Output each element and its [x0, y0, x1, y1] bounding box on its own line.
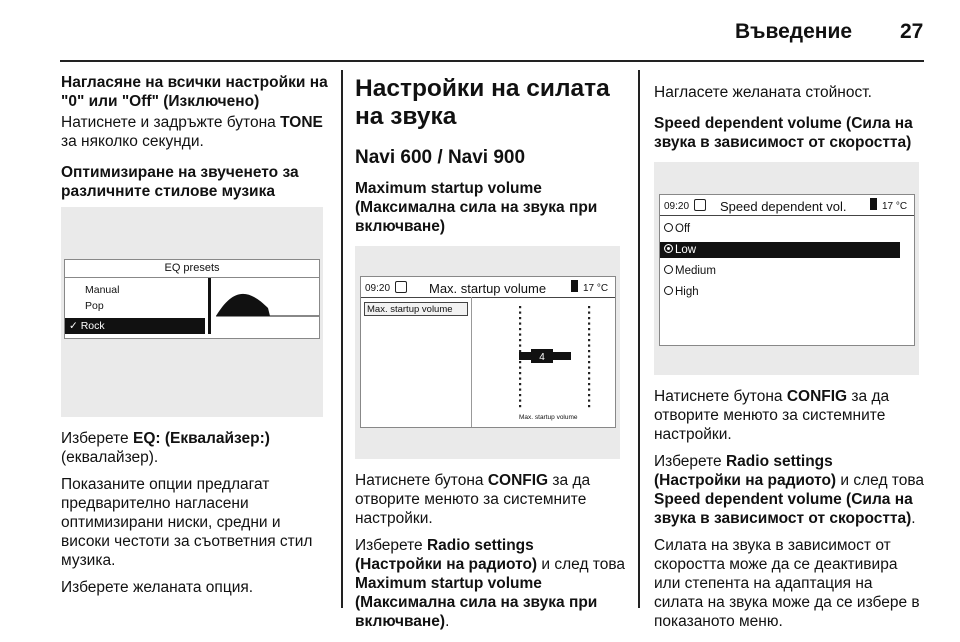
slider-dot: [588, 306, 590, 308]
slider-dot: [519, 383, 521, 385]
slider-dot: [519, 350, 521, 352]
option-medium[interactable]: [664, 263, 716, 279]
slider-dot: [588, 378, 590, 380]
slider-dot: [588, 389, 590, 391]
radio-icon: [664, 244, 673, 253]
text: (еквалайзер).: [61, 449, 159, 466]
slider-dot: [588, 350, 590, 352]
divider: [361, 297, 615, 298]
divider: [471, 297, 472, 427]
screen-title: Speed dependent vol.: [720, 199, 847, 214]
option-low[interactable]: [660, 242, 900, 258]
eq-menu-label: EQ: (Еквалайзер:): [132, 430, 270, 447]
text: Натиснете и задръжте бутона: [61, 114, 281, 131]
temperature: 17 °C: [882, 201, 908, 212]
eq-option-pop[interactable]: Pop: [85, 300, 104, 312]
tone-button-label: TONE: [280, 114, 323, 131]
battery-icon: [571, 280, 578, 292]
slider-dot: [588, 317, 590, 319]
slider-caption: Max. startup volume: [519, 414, 578, 421]
slider-dot: [519, 312, 521, 314]
clock-time: 09:20: [664, 201, 690, 212]
page-header-title: Въведение: [735, 20, 853, 43]
slider-dot: [588, 400, 590, 402]
config-button-label: CONFIG: [786, 388, 848, 405]
text: Изберете: [61, 430, 133, 447]
eq-presets-display: [64, 259, 320, 339]
paragraph-press-config: [654, 387, 924, 444]
speed-dependent-volume-label: Speed dependent volume (Сила на звука в зависимост от скоростта): [654, 491, 913, 527]
speed-dependent-volume-screenshot: [654, 162, 919, 375]
page-number: 27: [900, 20, 924, 43]
slider-dot: [519, 328, 521, 330]
eq-option-rock-selected[interactable]: ✓ Rock: [65, 318, 205, 334]
slider-track-right: [588, 306, 590, 407]
slider-dot: [519, 306, 521, 308]
paragraph-press-config: [355, 471, 625, 528]
option-label: Medium: [675, 265, 716, 277]
section-heading-reset: Нагласяне на всички настройки на "0" или "Off" (Изключено): [61, 74, 328, 110]
slider-dot: [519, 367, 521, 369]
slider-dot: [588, 405, 590, 407]
slider-dot: [588, 394, 590, 396]
radio-icon: [664, 286, 673, 295]
slider-dot: [519, 334, 521, 336]
column-1: [61, 73, 331, 605]
radio-settings-label: Radio settings (Настройки на радиото): [355, 537, 538, 573]
slider-dot: [588, 372, 590, 374]
slider-dot: [519, 405, 521, 407]
slider-dot: [519, 323, 521, 325]
slider-dot: [588, 356, 590, 358]
header-divider: [60, 60, 924, 62]
slider-dot: [519, 372, 521, 374]
text: за да отворите менюто за системните настройки.: [355, 472, 591, 527]
text: .: [911, 510, 916, 527]
paragraph-choose-option: Изберете желаната опция.: [61, 579, 254, 596]
slider-dot: [519, 389, 521, 391]
screen-title: Max. startup volume: [429, 281, 547, 296]
eq-presets-screenshot: [61, 207, 323, 417]
max-startup-volume-screenshot: [355, 246, 620, 459]
paragraph-tone: [61, 113, 331, 151]
slider-dot: [588, 367, 590, 369]
max-startup-volume-display: [360, 276, 616, 428]
text: Изберете: [654, 453, 726, 470]
option-label: Off: [675, 223, 691, 235]
radio-icon: [664, 223, 673, 232]
subsection-title-navi: Navi 600 / Navi 900: [355, 147, 526, 168]
option-label: High: [675, 286, 699, 298]
slider-dot: [519, 394, 521, 396]
slider-dot: [519, 339, 521, 341]
slider-dot: [588, 345, 590, 347]
eq-option-manual[interactable]: Manual: [85, 284, 120, 296]
paragraph-set-value: Нагласете желаната стойност.: [654, 84, 872, 101]
slider-dot: [519, 378, 521, 380]
text: Изберете: [355, 537, 427, 554]
paragraph-select-eq: [61, 429, 331, 467]
section-heading-music-style: Оптимизиране на звученето за различните стилове музика: [61, 164, 299, 200]
option-off[interactable]: [664, 221, 690, 237]
slider-dot: [519, 317, 521, 319]
column-2: [355, 73, 625, 639]
paragraph-select-radio-settings: [654, 452, 924, 528]
divider: [660, 215, 914, 216]
option-high[interactable]: [664, 284, 699, 300]
option-label: Low: [675, 244, 697, 256]
speed-dependent-volume-display: [659, 194, 915, 346]
column-3: [654, 73, 924, 639]
paragraph-select-radio-settings: [355, 536, 625, 631]
slider-dot: [519, 361, 521, 363]
slider-dot: [588, 312, 590, 314]
slider-dot: [588, 334, 590, 336]
text: и след това: [537, 556, 626, 573]
slider-dot: [588, 328, 590, 330]
eq-presets-title: EQ presets: [164, 262, 220, 274]
config-button-label: CONFIG: [487, 472, 549, 489]
radio-icon: [664, 265, 673, 274]
battery-icon: [870, 198, 877, 210]
clock-icon: [395, 281, 407, 293]
slider-dot: [588, 339, 590, 341]
text: и след това: [836, 472, 925, 489]
heading-speed-dependent-volume: Speed dependent volume (Сила на звука в зависимост от скоростта): [654, 115, 913, 151]
slider-dot: [519, 345, 521, 347]
slider-dot: [588, 323, 590, 325]
clock-icon: [694, 199, 706, 211]
clock-time: 09:20: [365, 283, 391, 294]
text: за няколко секунди.: [61, 133, 204, 150]
radio-settings-label: Radio settings (Настройки на радиото): [654, 453, 837, 489]
slider-value: 4: [539, 352, 545, 363]
column-divider-2: [638, 70, 640, 608]
temperature: 17 °C: [583, 283, 609, 294]
text: Натиснете бутона: [654, 388, 787, 405]
text: за да отворите менюто за системните настройки.: [654, 388, 890, 443]
paragraph-speed-volume-info: Силата на звука в зависимост от скоростта може да се деактивира или степента на адаптация на силата на звука може да се избере в показаното меню.: [654, 537, 920, 630]
text: Натиснете бутона: [355, 472, 488, 489]
slider-dot: [519, 400, 521, 402]
menu-item-max-startup-volume[interactable]: Max. startup volume: [364, 302, 468, 316]
slider-dot: [588, 361, 590, 363]
eq-curve-graph: [208, 278, 320, 334]
max-startup-volume-label: Maximum startup volume (Максимална сила на звука при включване): [355, 575, 598, 630]
text: .: [445, 613, 450, 630]
section-title-volume-settings: Настройки на силата на звука: [355, 75, 610, 130]
paragraph-options: Показаните опции предлагат предварително нагласени оптимизирани ниски, средни и високи честоти за съответния стил музика.: [61, 476, 313, 569]
volume-slider[interactable]: [501, 302, 601, 414]
column-divider-1: [341, 70, 343, 608]
slider-dot: [588, 383, 590, 385]
heading-max-startup-volume: Maximum startup volume (Максимална сила на звука при включване): [355, 180, 598, 235]
